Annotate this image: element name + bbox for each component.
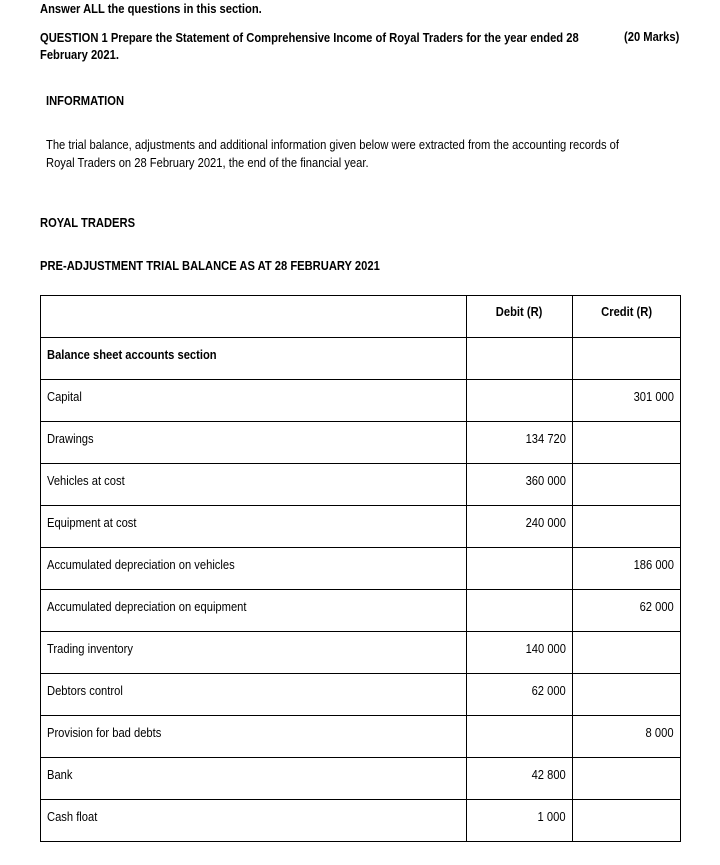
credit-cell: 8 000 [573, 716, 681, 758]
table-header-row [41, 296, 681, 338]
credit-cell [573, 758, 681, 800]
information-paragraph [46, 136, 712, 172]
information-heading: INFORMATION [46, 93, 125, 108]
account-cell: Bank [41, 758, 467, 800]
credit-cell [573, 632, 681, 674]
table-row [41, 422, 681, 464]
debit-cell: 360 000 [467, 464, 573, 506]
question-marks: (20 Marks) [623, 29, 679, 44]
account-cell: Capital [41, 380, 467, 422]
debit-cell: 1 000 [467, 800, 573, 842]
table-row [41, 674, 681, 716]
credit-cell: 62 000 [573, 590, 681, 632]
debit-cell: 240 000 [467, 506, 573, 548]
account-cell: Provision for bad debts [41, 716, 467, 758]
table-row [41, 464, 681, 506]
header-account [41, 296, 467, 338]
credit-cell [573, 674, 681, 716]
credit-cell [573, 506, 681, 548]
credit-cell [573, 422, 681, 464]
debit-cell [467, 380, 573, 422]
account-cell: Accumulated depreciation on equipment [41, 590, 467, 632]
table-row [41, 632, 681, 674]
credit-cell: 301 000 [573, 380, 681, 422]
debit-cell: 42 800 [467, 758, 573, 800]
section-instruction: Answer ALL the questions in this section. [40, 1, 262, 16]
section-credit [573, 338, 681, 380]
trial-balance-table [40, 295, 681, 842]
debit-cell [467, 548, 573, 590]
debit-cell [467, 716, 573, 758]
credit-cell: 186 000 [573, 548, 681, 590]
business-name: ROYAL TRADERS [40, 215, 136, 230]
debit-cell [467, 590, 573, 632]
table-row [41, 716, 681, 758]
credit-cell [573, 800, 681, 842]
section-label: Balance sheet accounts section [41, 338, 467, 380]
question-title [40, 29, 620, 63]
debit-cell: 140 000 [467, 632, 573, 674]
debit-cell: 62 000 [467, 674, 573, 716]
account-cell: Equipment at cost [41, 506, 467, 548]
table-row [41, 506, 681, 548]
section-row [41, 338, 681, 380]
debit-cell: 134 720 [467, 422, 573, 464]
table-row [41, 548, 681, 590]
table-row [41, 758, 681, 800]
account-cell: Vehicles at cost [41, 464, 467, 506]
account-cell: Cash float [41, 800, 467, 842]
information-line-2: Royal Traders on 28 February 2021, the end of the financial year. [46, 155, 369, 170]
credit-cell [573, 464, 681, 506]
account-cell: Debtors control [41, 674, 467, 716]
header-credit: Credit (R) [573, 296, 681, 338]
account-cell: Drawings [41, 422, 467, 464]
account-cell: Accumulated depreciation on vehicles [41, 548, 467, 590]
table-row [41, 590, 681, 632]
question-title-text: QUESTION 1 Prepare the Statement of Comprehensive Income of Royal Traders for the year ended 28 February 2021. [40, 30, 579, 62]
header-debit: Debit (R) [467, 296, 573, 338]
trial-balance-title: PRE-ADJUSTMENT TRIAL BALANCE AS AT 28 FEBRUARY 2021 [40, 258, 380, 273]
table-row [41, 800, 681, 842]
section-debit [467, 338, 573, 380]
account-cell: Trading inventory [41, 632, 467, 674]
table-row [41, 380, 681, 422]
information-line-1: The trial balance, adjustments and additional information given below were extracted from the accounting records of [46, 137, 619, 152]
